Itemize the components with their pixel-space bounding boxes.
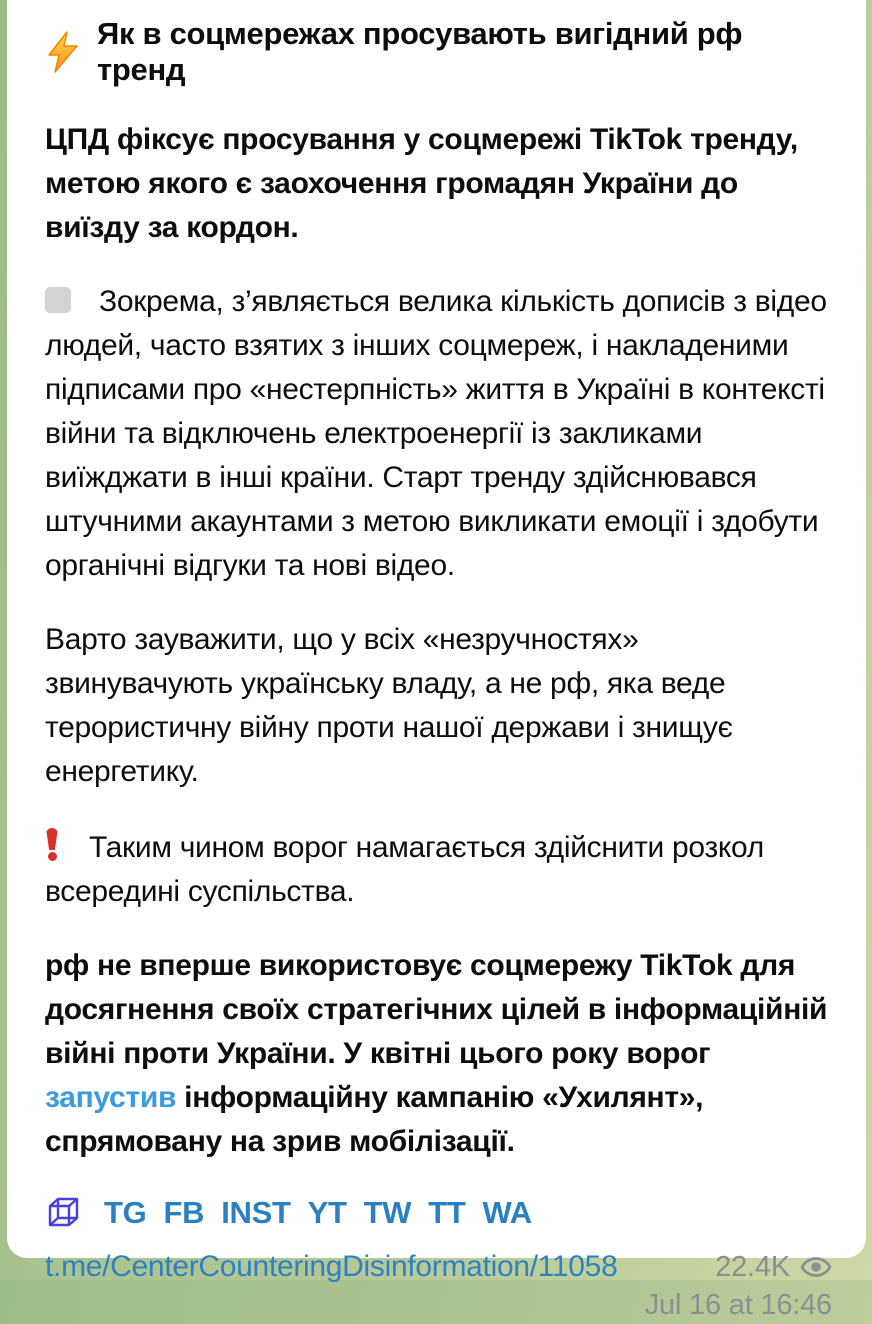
inline-link-zapustyv[interactable]: запустив — [45, 1081, 177, 1114]
paragraph-warning — [45, 824, 832, 914]
eye-icon — [800, 1256, 832, 1278]
title-text: Як в соцмережах просувають вигідний рф тренд — [97, 16, 743, 87]
social-link-tt[interactable]: TT — [428, 1195, 466, 1230]
paragraph-warning-text: Таким чином ворог намагається здійснити розкол всередині суспільства. — [45, 831, 764, 908]
paragraph-note: Варто зауважити, що у всіх «незручностях» звинувачують українську владу, а не рф, яка веде терористичну війну проти нашої держави і знищує енергетику. — [45, 623, 733, 788]
views-row — [715, 1248, 832, 1286]
conclusion-text-after: інформаційну кампанію «Ухилянт», спрямовану на зрив мобілізації. — [45, 1081, 704, 1158]
message-footer — [45, 1248, 832, 1324]
gray-square-icon — [45, 287, 71, 313]
post-link[interactable]: t.me/CenterCounteringDisinformation/11058 — [45, 1250, 618, 1283]
social-link-yt[interactable]: YT — [307, 1195, 347, 1230]
timestamp: Jul 16 at 16:46 — [644, 1289, 832, 1321]
paragraph-details-text: Зокрема, з’являється велика кількість дописів з відео людей, часто взятих з інших соцмереж, і накладеними підписами про «нестерпність» життя в Україні в контексті війни та відключень електроенергії із закликами виїжджати в інші країни. Старт тренду здійснювався штучними акаунтами з метою викликати емоції і здобути органічні відгуки та нові відео. — [45, 285, 827, 582]
conclusion-text-before: рф не вперше використовує соцмережу TikTok для досягнення своїх стратегічних цілей в інформаційній війні проти України. У квітні цього року ворог — [45, 949, 828, 1070]
message-bubble — [7, 0, 866, 1321]
message-meta — [645, 1248, 832, 1324]
paragraph-details — [45, 280, 832, 588]
social-link-fb[interactable]: FB — [163, 1195, 205, 1230]
message-title — [45, 16, 832, 88]
lightning-icon — [45, 31, 81, 73]
paragraph-conclusion — [45, 944, 832, 1164]
social-link-tg[interactable]: TG — [104, 1195, 147, 1230]
cube-icon — [45, 1194, 83, 1232]
social-links-row — [45, 1194, 832, 1232]
paragraph-lead: ЦПД фіксує просування у соцмережі TikTok тренду, метою якого є заохочення громадян України до виїзду за кордон. — [45, 123, 798, 244]
social-link-wa[interactable]: WA — [482, 1195, 532, 1230]
social-link-inst[interactable]: INST — [221, 1195, 291, 1230]
views-count: 22.4K — [715, 1251, 790, 1283]
red-exclamation-icon — [45, 828, 59, 861]
social-link-tw[interactable]: TW — [363, 1195, 412, 1230]
